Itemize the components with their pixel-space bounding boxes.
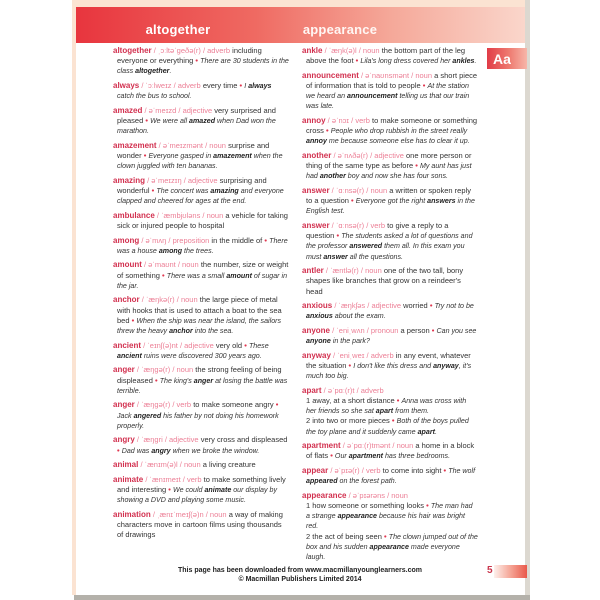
example-text: My aunt has just had (306, 162, 472, 181)
pronunciation: / əˈnɔɪ / (327, 116, 354, 125)
part-of-speech: verb (176, 400, 192, 410)
headword: answer (302, 221, 330, 230)
definition: a living creature (202, 460, 256, 470)
headword: answer (302, 186, 330, 195)
pronunciation: / əˈpɑː(r)tmənt / (342, 441, 395, 451)
headword: amazed (113, 105, 143, 115)
pronunciation: / əˈmeɪzɪŋ / (147, 175, 186, 185)
example-sentence (306, 127, 470, 145)
example-text: in the English test. (306, 197, 475, 216)
dictionary-entry (302, 71, 478, 112)
pronunciation: / əˈmaʊnt / (143, 260, 180, 270)
dictionary-entry (113, 510, 289, 541)
example-text: We could (173, 485, 205, 494)
page-number: 5 (487, 565, 493, 576)
sense (306, 501, 478, 532)
definition: one more person or thing of the same type as before (306, 151, 472, 171)
example-keyword: animate (204, 485, 232, 494)
definition: in the middle of (211, 235, 263, 245)
example-keyword: annoy (306, 137, 327, 146)
example-keyword: appearance (337, 512, 377, 521)
sense (306, 416, 478, 436)
guide-word-header (76, 7, 525, 43)
example-bullet: • (131, 315, 135, 325)
headword: apart (302, 385, 322, 395)
dictionary-entry (113, 211, 289, 231)
example-bullet: • (143, 151, 147, 160)
dictionary-entry (113, 141, 289, 172)
dictionary-entry (302, 151, 478, 182)
example-text: The clown jumped out of the box and his sudden (306, 532, 478, 551)
dictionary-entry (113, 176, 289, 207)
example-sentence (117, 152, 283, 170)
example-text: When the ship was near the island, the sailors threw the heavy (117, 316, 282, 335)
example-text: telling us that our train was late. (306, 92, 470, 111)
example-keyword: ancient (117, 351, 142, 360)
example-bullet: • (239, 81, 243, 90)
dictionary-entry (302, 46, 478, 66)
example-keyword: amazed (189, 117, 216, 125)
definition: away, at a short distance (312, 396, 395, 405)
part-of-speech: noun (182, 260, 199, 270)
example-text: ruins were discovered 300 years ago. (141, 351, 262, 360)
pronunciation: / ˈæŋk(ə)l / (324, 46, 361, 55)
example-bullet: • (195, 56, 199, 66)
headword: appearance (302, 490, 347, 500)
definition: the bottom part of the leg above the foot (306, 46, 466, 66)
example-text: from them. (393, 407, 430, 416)
example-text: The students asked a lot of questions and the professor (306, 232, 473, 251)
part-of-speech: noun (180, 295, 198, 305)
example-bullet: • (162, 270, 165, 280)
part-of-speech: adverb (360, 385, 384, 395)
example-text: at losing the battle was terrible. (117, 376, 288, 395)
example-text: . (434, 427, 437, 436)
example-text: There are 30 students in the class (117, 57, 289, 76)
dictionary-entry (302, 441, 478, 461)
dictionary-entry (302, 386, 478, 437)
example-text: Our (334, 452, 349, 461)
example-bullet: • (336, 231, 340, 241)
example-text: all the questions. (347, 252, 404, 261)
example-bullet: • (429, 301, 433, 311)
example-bullet: • (348, 361, 352, 370)
sense (306, 396, 478, 416)
example-keyword: amazing (210, 187, 239, 195)
example-keyword: apart (375, 407, 394, 416)
headword: anyway (302, 350, 331, 360)
example-text: Anna was cross with her friends so she sat (306, 397, 467, 416)
definition: the act of being seen (312, 531, 382, 541)
dictionary-entry (302, 266, 478, 297)
headword: animate (113, 474, 144, 484)
part-of-speech: adverb (177, 81, 201, 90)
example-text: in the park? (330, 337, 370, 346)
definition: the strong feeling of being displeased (117, 365, 282, 385)
example-text: his father by not doing his homework properly. (117, 411, 279, 430)
headword: ancient (113, 340, 142, 350)
example-text: The king's (159, 376, 194, 385)
definition: to come into sight (382, 466, 442, 475)
example-bullet: • (351, 196, 354, 206)
pronunciation: / ˈɔːlweɪz / (141, 81, 176, 90)
definition: very surprised and pleased (117, 105, 276, 125)
part-of-speech: adjective (371, 301, 402, 311)
example-bullet: • (145, 116, 149, 125)
part-of-speech: noun (396, 441, 414, 451)
example-text: when the clown juggled with ten bananas. (117, 152, 283, 171)
example-text: These (248, 341, 269, 350)
example-keyword: amount (226, 271, 252, 280)
part-of-speech: noun (209, 140, 226, 150)
pronunciation: / ˈeniˌweɪ / (333, 350, 369, 360)
example-text: when Dad won the marathon. (117, 117, 276, 136)
example-sentence (335, 452, 450, 460)
part-of-speech: verb (355, 116, 370, 125)
dictionary-entry (302, 221, 478, 262)
headword: amazement (113, 140, 157, 150)
pronunciation: / ˈɑːnsə(r) / (331, 186, 369, 195)
pronunciation: / ˈeniˌwʌn / (332, 326, 369, 335)
example-text: Try not to be (434, 302, 474, 311)
pronunciation: / əˈmeɪzd / (144, 105, 181, 115)
example-text: The concert was (156, 187, 211, 195)
example-text: into the sea. (192, 327, 234, 335)
example-bullet: • (391, 416, 395, 426)
headword: amazing (113, 175, 146, 185)
pronunciation: / ˈeɪnʃ(ə)nt / (143, 340, 183, 350)
definition: in any event, whatever the situation (306, 350, 471, 370)
headword: amount (113, 260, 142, 270)
example-text: People who drop rubbish in the street really (330, 127, 468, 136)
part-of-speech: verb (186, 474, 202, 484)
example-text: I (244, 82, 249, 90)
definition: a vehicle for taking sick or injured people to hospital (117, 210, 288, 230)
example-text: There was a small (166, 271, 227, 280)
copyright-notice: © Macmillan Publishers Limited 2014 (238, 576, 362, 583)
part-of-speech: adjective (169, 435, 199, 445)
example-keyword: answers (427, 197, 456, 206)
dictionary-entry (113, 81, 289, 101)
guide-word-last: appearance (302, 22, 378, 37)
pronunciation: / ˌænɪˈmeɪʃ(ə)n / (152, 509, 208, 519)
definition: to make someone angry (193, 400, 274, 410)
dictionary-entry (113, 46, 289, 77)
definition: including everyone or everything (117, 46, 262, 66)
definition: one of the two tall, bony shapes like branches that grow on a reindeer's head (306, 266, 464, 296)
dictionary-entry (113, 106, 289, 137)
dictionary-entry (302, 301, 478, 321)
dictionary-entry (113, 260, 289, 291)
definition: to make something lively and interesting (117, 474, 286, 494)
example-text: . (169, 67, 172, 76)
definition: a written or spoken reply to a question (306, 186, 471, 206)
sense-number: 1 (306, 501, 311, 510)
example-text: There was a house (117, 236, 288, 255)
pronunciation: / əˈmeɪzmənt / (158, 140, 208, 150)
headword: anxious (302, 301, 333, 311)
pronunciation: / ˈæŋɡə(r) / (136, 365, 175, 375)
headword: announcement (302, 70, 359, 80)
example-text: Everyone got the right (355, 197, 428, 206)
pronunciation: / ˈæŋɡə(r) / (136, 400, 175, 410)
example-bullet: • (384, 531, 387, 541)
example-text: of sugar in the jar. (117, 271, 288, 290)
example-text: when we broke the window. (170, 446, 260, 455)
entries-column-left (113, 46, 289, 545)
headword: among (113, 235, 140, 245)
example-keyword: appeared (306, 477, 338, 486)
headword: angry (113, 435, 135, 445)
guide-word-first: altogether (145, 22, 211, 37)
definition: to make someone or something cross (306, 116, 478, 136)
pronunciation: / ˈɑːnsə(r) / (331, 221, 369, 230)
pronunciation: / əˈpɑː(r)t / (323, 385, 359, 395)
headword: antler (302, 266, 324, 276)
headword: ankle (302, 46, 323, 55)
example-bullet: • (244, 340, 247, 350)
part-of-speech: adverb (207, 46, 231, 55)
example-text: catch the bus to school. (117, 92, 192, 101)
page-right-shadow (525, 0, 530, 598)
letter-tab-label: Aa (493, 51, 511, 67)
part-of-speech: verb (370, 221, 386, 230)
headword: animation (113, 509, 151, 519)
definition: the large piece of metal with hooks that is used to attach a boat to the sea bed (117, 295, 282, 325)
part-of-speech: noun (391, 490, 408, 500)
page-top-border (72, 0, 525, 7)
dictionary-entry (302, 116, 478, 147)
entries-column-right (302, 46, 478, 567)
pronunciation: / əˈmʌŋ / (141, 235, 171, 245)
dictionary-entry (302, 491, 478, 562)
example-keyword: always (248, 82, 272, 90)
pronunciation: / əˈnaʊnsmənt / (361, 70, 414, 80)
definition: very old (215, 340, 243, 350)
page-left-border (72, 0, 76, 595)
headword: annoy (302, 116, 326, 125)
dictionary-entry (113, 341, 289, 361)
dictionary-entry (302, 466, 478, 486)
dictionary-entry (113, 435, 289, 455)
definition: a short piece of information that is told to people (306, 70, 478, 90)
example-text: me because someone else has to clear it up. (326, 137, 470, 146)
definition: very cross and displeased (200, 435, 288, 445)
example-text: Both of the boys pulled the toy plane and it suddenly came (306, 417, 469, 436)
definition: the number, size or weight of something (117, 260, 289, 280)
part-of-speech: adjective (187, 175, 218, 185)
example-sentence (360, 57, 476, 65)
example-bullet: • (264, 235, 268, 245)
example-keyword: announcement (347, 92, 398, 101)
dictionary-entry (113, 460, 289, 470)
definition: into two or more pieces (312, 416, 390, 426)
example-bullet: • (117, 445, 120, 455)
example-keyword: answer (323, 252, 348, 261)
part-of-speech: adjective (184, 340, 214, 350)
example-keyword: amazement (213, 152, 252, 160)
example-sentence (117, 317, 281, 335)
part-of-speech: noun (362, 46, 380, 55)
definition: how someone or something looks (312, 501, 424, 510)
pronunciation: / ˈænɪmeɪt / (145, 474, 185, 484)
example-keyword: anger (193, 376, 214, 385)
example-bullet: • (396, 396, 400, 405)
example-text: At the station we heard an (306, 82, 469, 101)
part-of-speech: pronoun (370, 326, 399, 335)
pronunciation: / ˈæŋɡri / (136, 435, 167, 445)
example-text: and everyone clapped and cheered for ages at the end. (117, 187, 284, 206)
example-bullet: • (443, 466, 447, 475)
example-bullet: • (275, 400, 279, 410)
pronunciation: / ˈænɪm(ə)l / (140, 460, 182, 470)
dictionary-entry (113, 365, 289, 396)
example-keyword: anchor (169, 327, 193, 335)
example-bullet: • (355, 56, 359, 66)
pronunciation: / əˈnʌðə(r) / (333, 151, 373, 160)
example-keyword: apart (417, 427, 435, 436)
example-bullet: • (154, 375, 158, 385)
example-bullet: • (422, 81, 426, 90)
example-bullet: • (168, 484, 171, 494)
part-of-speech: noun (209, 509, 227, 519)
definition: surprising and wonderful (117, 175, 267, 195)
part-of-speech: adjective (182, 105, 213, 115)
example-text: boy and now she has four sons. (345, 172, 448, 181)
example-text: I don't like this dress and (353, 362, 434, 370)
example-bullet: • (151, 186, 155, 195)
dictionary-entry (302, 351, 478, 382)
part-of-speech: preposition (172, 235, 210, 245)
dictionary-entry (113, 475, 289, 506)
example-text: our display by showing a DVD and playing some music. (117, 485, 278, 505)
sense-number: 2 (306, 531, 311, 541)
download-notice: This page has been downloaded from www.macmillanyounglearners.com (177, 567, 422, 574)
example-text: The wolf (448, 467, 476, 475)
example-keyword: angry (151, 446, 171, 455)
example-text: Lila's long dress covered her (360, 57, 453, 66)
part-of-speech: noun (176, 365, 194, 375)
letter-thumb-tab[interactable] (487, 48, 527, 69)
example-text: the trees. (182, 246, 214, 255)
example-bullet: • (326, 126, 329, 136)
example-keyword: answered (349, 242, 383, 251)
example-sentence (117, 412, 279, 430)
headword: another (302, 151, 332, 160)
example-keyword: ankles (452, 57, 475, 66)
example-bullet: • (415, 161, 418, 171)
example-keyword: anxious (306, 312, 333, 321)
example-text: has three bedrooms. (383, 452, 451, 461)
part-of-speech: noun (183, 460, 201, 470)
example-keyword: altogether (135, 67, 170, 76)
example-text: about the exam. (332, 312, 386, 321)
example-keyword: anyway (433, 362, 459, 370)
part-of-speech: noun (370, 186, 388, 195)
sense (306, 532, 478, 563)
example-bullet: • (431, 326, 435, 335)
example-keyword: appearance (369, 542, 409, 551)
page-number-bar (494, 565, 527, 578)
definition: a home in a block of flats (306, 441, 475, 461)
definition: to give a reply to a question (306, 221, 449, 241)
example-text: Can you see (436, 327, 477, 335)
example-text: made everyone laugh. (306, 542, 460, 562)
headword: anger (113, 365, 135, 375)
example-text: We were all (150, 117, 190, 125)
definition: a way of making characters move in cartoon films using thousands of drawings (117, 509, 283, 540)
example-text: Dad was (121, 446, 152, 455)
example-keyword: apartment (348, 452, 384, 461)
definition: every time (202, 81, 238, 90)
example-sentence (122, 447, 260, 455)
pronunciation: / ˌɔːltəˈɡeðə(r) / (153, 46, 206, 55)
part-of-speech: verb (365, 466, 381, 475)
dictionary-entry (302, 326, 478, 346)
headword: animal (113, 460, 139, 470)
headword: apartment (302, 441, 341, 451)
dictionary-entry (302, 186, 478, 217)
example-text: , it's much too big. (306, 362, 472, 381)
headword: altogether (113, 46, 152, 55)
page-bottom-shadow (74, 595, 530, 600)
example-bullet: • (426, 501, 429, 510)
part-of-speech: noun (365, 266, 382, 276)
pronunciation: / ˈæntlə(r) / (325, 266, 363, 276)
definition: surprise and wonder (117, 140, 270, 160)
example-text: The man had a strange (306, 502, 473, 521)
pronunciation: / əˈpɪə(r) / (330, 466, 364, 475)
example-text: Everyone gasped in (148, 152, 214, 160)
example-text: . (474, 57, 477, 66)
headword: anger (113, 400, 135, 410)
example-text: Jack (117, 411, 134, 420)
example-bullet: • (330, 451, 333, 461)
headword: always (113, 81, 140, 90)
dictionary-entry (113, 400, 289, 431)
headword: anyone (302, 326, 331, 335)
sense-number: 1 (306, 396, 311, 405)
part-of-speech: noun (206, 210, 224, 220)
part-of-speech: noun (415, 70, 432, 80)
headword: appear (302, 466, 329, 475)
example-keyword: another (319, 172, 346, 181)
pronunciation: / ˈæŋkʃəs / (334, 301, 370, 311)
definition: worried (403, 301, 428, 311)
pronunciation: / əˈpɪərəns / (348, 490, 390, 500)
dictionary-entry (113, 236, 289, 256)
part-of-speech: adjective (374, 151, 404, 160)
example-text: because his hair was bright red. (306, 512, 465, 531)
dictionary-entry (113, 295, 289, 336)
example-keyword: angered (133, 411, 162, 420)
headword: ambulance (113, 210, 155, 220)
example-text: them all. In this exam you must (306, 242, 465, 261)
pronunciation: / ˈæŋkə(r) / (141, 295, 179, 305)
example-keyword: anyone (306, 337, 331, 346)
example-keyword: among (158, 246, 183, 255)
part-of-speech: adverb (370, 350, 394, 360)
definition: a person (400, 326, 430, 335)
sense-number: 2 (306, 416, 311, 426)
pronunciation: / ˈæmbjʊləns / (156, 210, 205, 220)
example-text: on the forest path. (337, 477, 397, 486)
headword: anchor (113, 295, 140, 305)
